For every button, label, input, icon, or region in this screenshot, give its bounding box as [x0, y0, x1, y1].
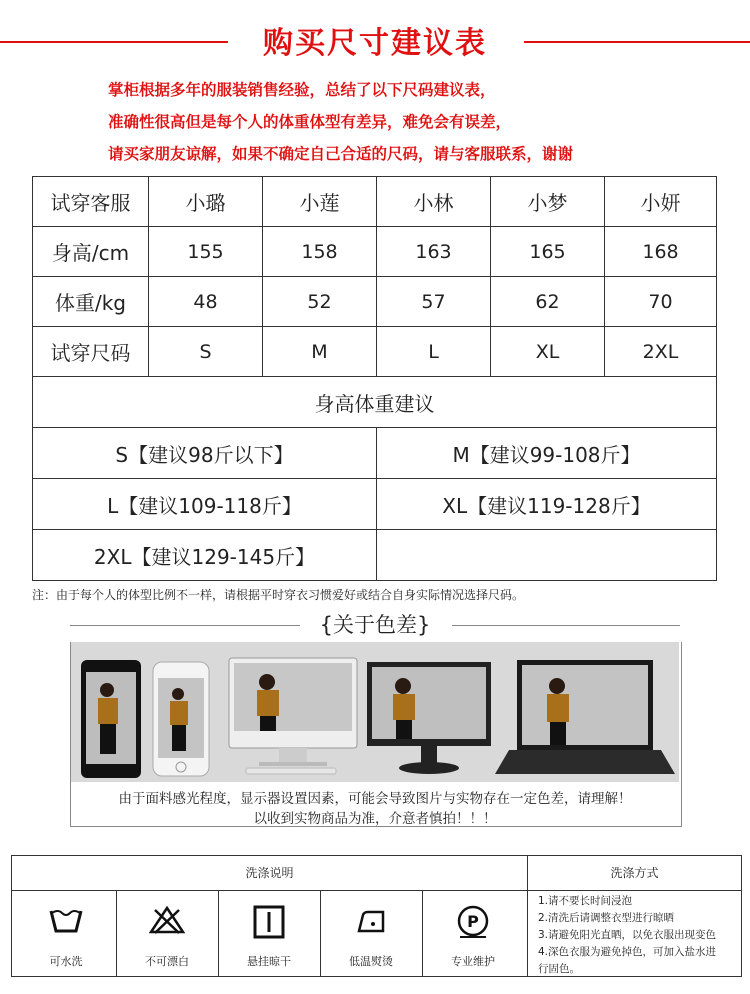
table-cell: 70 — [605, 277, 717, 327]
svg-text:P: P — [467, 912, 479, 931]
laptop-icon — [495, 660, 675, 774]
wash-step: 3.请避免阳光直晒，以免衣服出现变色 — [538, 929, 717, 941]
professional-care-icon — [455, 905, 491, 939]
care-label: 悬挂晾干 — [247, 955, 291, 968]
section-title: 身高体重建议 — [33, 377, 717, 428]
table-cell: 57 — [377, 277, 491, 327]
row-label: 试穿尺码 — [33, 327, 149, 377]
dark-phone-icon — [81, 660, 141, 778]
wash-step: 行固色。 — [538, 963, 580, 975]
care-item-hand-wash — [16, 891, 116, 976]
header-cell: 小妍 — [605, 177, 717, 227]
row-label: 身高/cm — [33, 227, 149, 277]
table-row — [33, 277, 717, 327]
header-cell: 小莲 — [263, 177, 377, 227]
color-diff-line-2: 以收到实物商品为准，介意者慎拍！！！ — [253, 811, 497, 827]
wash-instructions-header: 洗涤说明 — [245, 866, 294, 880]
header-cell: 小璐 — [149, 177, 263, 227]
care-item-low-iron — [321, 891, 421, 976]
suggestion-cell: XL【建议119-128斤】 — [377, 479, 717, 530]
color-diff-title: {关于色差} — [319, 613, 431, 637]
no-bleach-icon — [149, 905, 185, 935]
table-cell: M — [263, 327, 377, 377]
section-title-row — [33, 377, 717, 428]
hand-wash-icon — [48, 905, 84, 935]
table-row — [33, 327, 717, 377]
table-cell: 158 — [263, 227, 377, 277]
suggestion-row — [33, 479, 717, 530]
table-cell: XL — [491, 327, 605, 377]
table-cell: 163 — [377, 227, 491, 277]
monitor-icon — [367, 662, 491, 774]
wash-method-header: 洗涤方式 — [610, 866, 659, 880]
table-cell: S — [149, 327, 263, 377]
suggestion-cell: 2XL【建议129-145斤】 — [33, 530, 377, 581]
device-photo-strip — [71, 642, 679, 782]
suggestion-cell-empty — [377, 530, 717, 581]
intro-line-1: 掌柜根据多年的服装销售经验，总结了以下尺码建议表， — [108, 81, 496, 99]
care-label: 不可漂白 — [145, 955, 189, 968]
color-diff-line-1: 由于面料感光程度，显示器设置因素，可能会导致图片与实物存在一定色差，请理解！ — [118, 791, 632, 807]
imac-icon — [229, 658, 357, 774]
table-cell: 155 — [149, 227, 263, 277]
wash-panel — [11, 855, 742, 977]
care-label: 可水洗 — [49, 955, 83, 968]
table-cell: 48 — [149, 277, 263, 327]
header-cell: 试穿客服 — [33, 177, 149, 227]
table-row — [33, 227, 717, 277]
white-phone-icon — [153, 662, 209, 776]
page-title: 购买尺寸建议表 — [263, 26, 487, 61]
care-label: 低温熨烫 — [349, 955, 393, 968]
table-cell: 165 — [491, 227, 605, 277]
table-header-row — [33, 177, 717, 227]
row-label: 体重/kg — [33, 277, 149, 327]
table-cell: 52 — [263, 277, 377, 327]
wash-steps — [528, 891, 748, 978]
header-cell: 小梦 — [491, 177, 605, 227]
hang-dry-icon — [251, 905, 287, 939]
suggestion-cell: S【建议98斤以下】 — [33, 428, 377, 479]
size-table — [32, 176, 717, 581]
size-note: 注：由于每个人的体型比例不一样，请根据平时穿衣习惯爱好或结合自身实际情况选择尺码。 — [32, 588, 525, 602]
care-item-no-bleach — [117, 891, 217, 976]
table-cell: 168 — [605, 227, 717, 277]
header-cell: 小林 — [377, 177, 491, 227]
care-label: 专业维护 — [451, 955, 495, 968]
care-item-professional — [423, 891, 523, 976]
table-cell: 2XL — [605, 327, 717, 377]
wash-step: 2.清洗后请调整衣型进行晾晒 — [538, 912, 675, 924]
suggestion-row — [33, 428, 717, 479]
low-iron-icon — [353, 905, 389, 935]
suggestion-cell: L【建议109-118斤】 — [33, 479, 377, 530]
intro-line-3: 请买家朋友谅解，如果不确定自己合适的尺码，请与客服联系，谢谢 — [108, 145, 574, 163]
wash-step: 4.深色衣服为避免掉色，可加入盐水进 — [538, 946, 717, 958]
wash-step: 1.请不要长时间浸泡 — [538, 895, 633, 907]
care-item-hang-dry — [219, 891, 319, 976]
header-divider — [527, 856, 528, 890]
table-cell: 62 — [491, 277, 605, 327]
intro-line-2: 准确性很高但是每个人的体重体型有差异，难免会有误差， — [108, 113, 512, 131]
table-cell: L — [377, 327, 491, 377]
suggestion-cell: M【建议99-108斤】 — [377, 428, 717, 479]
suggestion-row — [33, 530, 717, 581]
